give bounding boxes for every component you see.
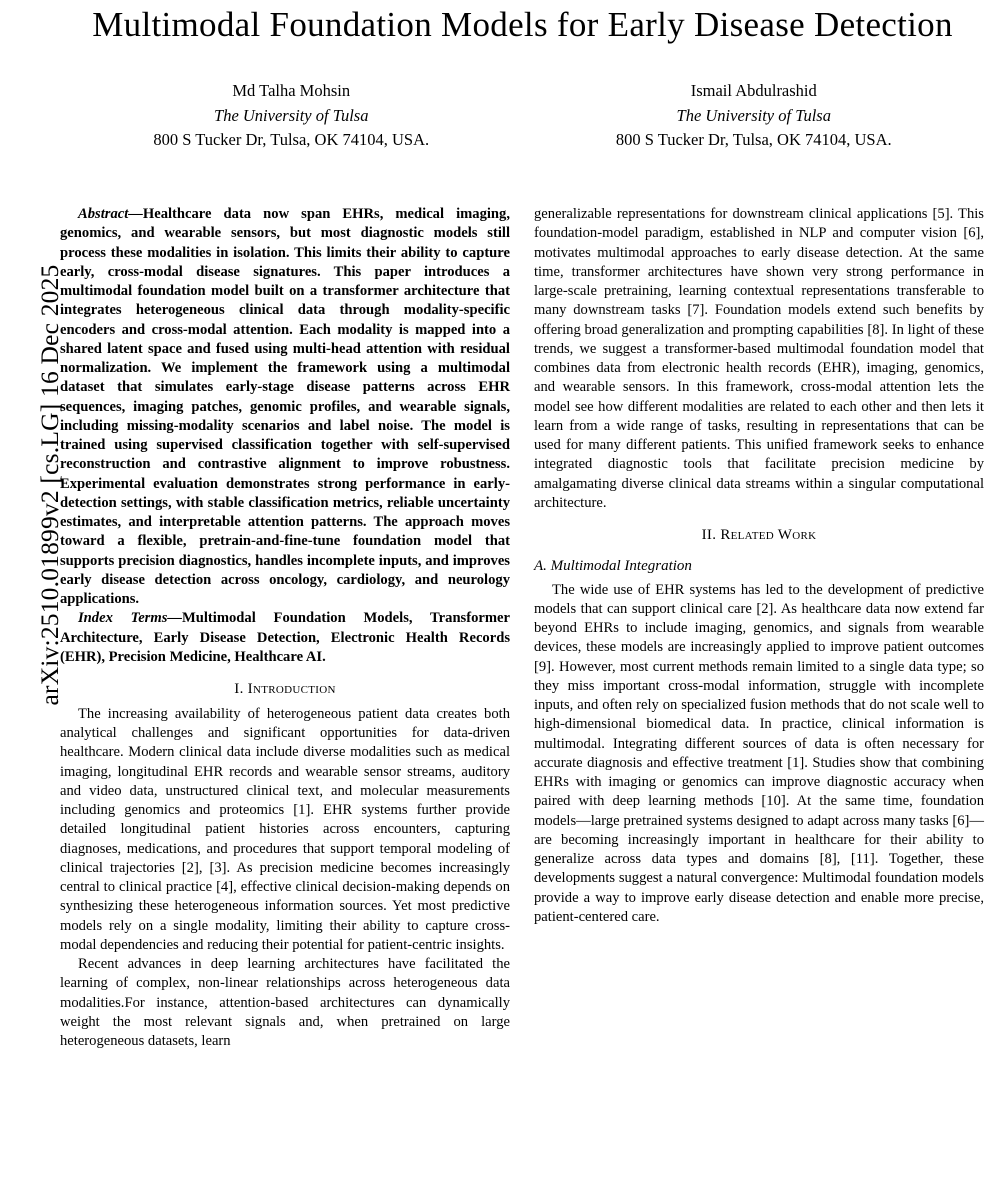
page-title: Multimodal Foundation Models for Early Disease Detection [92, 5, 953, 44]
index-terms-text: Multimodal Foundation Models, Transformer Architecture, Early Disease Detection, Electronic Health Records (EHR), Precision Medicine, Healthcare AI. [60, 610, 510, 665]
related-work-paragraph-1: The wide use of EHR systems has led to the development of predictive models that can support clinical care [2]. As healthcare data now extend far beyond EHRs to include imaging, genomics, and signals from wearable devices, these models are increasingly applied to improve patient outcomes [9]. However, most current methods remain limited to a single data type; so they miss important cross-modal information, struggle with incomplete inputs, and often rely on specialized fusion methods that do not scale well to high-dimensional biomedical data. In practice, clinical information is multimodal. Integrating different sources of data is often necessary for accurate diagnosis and effective treatment [1]. Studies show that combining EHRs with imaging or genomics can improve diagnostic accuracy when paired with deep learning methods [10]. At the same time, foundation models—large pretrained systems designed to adapt across many tasks [6]—are becoming increasingly important in healthcare for their ability to generalize across data types and domains [8], [11]. Together, these developments suggest a natural convergence: Multimodal foundation models provide a way to improve early disease detection and enable more precise, patient-centered care. [534, 581, 984, 925]
intro-paragraph-1: The increasing availability of heterogeneous patient data creates both analytical challenges and significant opportunities for data-driven healthcare. Modern clinical data include diverse modalities such as medical imaging, longitudinal EHR records and wearable sensor streams, auditory and video data, unstructured clinical text, and molecular measurements including genomics and proteomics [1]. EHR systems further provide detailed longitudinal patient histories across encounters, capturing diagnoses, medications, and procedures that support temporal modeling of clinical trajectories [2], [3]. As precision medicine becomes increasingly central to clinical practice [4], effective clinical decision-making depends on synthesizing these heterogeneous information sources. Yet most predictive models rely on a single modality, limiting their ability to capture cross-modal dependencies and reducing their potential for patient-centric insights. [60, 705, 510, 953]
author-1 [60, 79, 523, 153]
paper-content [60, 0, 985, 1200]
abstract-paragraph [60, 205, 510, 609]
author-block [60, 79, 985, 153]
subsection-heading-multimodal-integration: A. Multimodal Integration [534, 557, 692, 574]
author-2-affiliation: The University of Tulsa [676, 105, 831, 125]
index-terms-paragraph [60, 609, 510, 667]
right-column [534, 205, 984, 1051]
author-2-address: 800 S Tucker Dr, Tulsa, OK 74104, USA. [615, 130, 892, 150]
left-column [60, 205, 510, 1051]
two-column-body [60, 205, 985, 1051]
author-1-name: Md Talha Mohsin [232, 80, 351, 100]
section-heading-introduction: I. Introduction [234, 681, 336, 697]
section-heading-related-work: II. Related Work [701, 527, 817, 543]
author-2-name: Ismail Abdulrashid [690, 80, 817, 100]
intro-paragraph-2: Recent advances in deep learning architectures have facilitated the learning of complex, non-linear relationships across heterogeneous data modalities.For instance, attention-based architectures can dynamically weight the most relevant signals and, when pretrained on large heterogeneous datasets, learn [60, 956, 510, 1050]
index-terms-label: Index Terms— [78, 610, 182, 627]
author-2 [523, 79, 985, 153]
abstract-text: Healthcare data now span EHRs, medical imaging, genomics, and wearable sensors, but most diagnostic models still process these modalities in isolation. This limits their ability to capture early, cross-modal disease signatures. This paper introduces a multimodal foundation model built on a transformer architecture that integrates heterogeneous clinical data through modality-specific encoders and cross-modal attention. Each modality is mapped into a shared latent space and fused using multi-head attention with residual normalization. We implement the framework using a multimodal dataset that simulates early-stage disease patterns across EHR sequences, imaging patches, genomic profiles, and wearable signals, including missing-modality scenarios and label noise. The model is trained using supervised classification together with self-supervised reconstruction and contrastive alignment to improve robustness. Experimental evaluation demonstrates strong performance in early-detection settings, with stable classification metrics, reliable uncertainty estimates, and interpretable attention patterns. The approach moves toward a flexible, pretrain-and-fine-tune foundation model that supports precision diagnostics, handles incomplete inputs, and improves early disease detection across oncology, cardiology, and neurology applications. [60, 206, 510, 607]
abstract-label: Abstract— [78, 206, 143, 222]
intro-paragraph-3-continued: generalizable representations for downstream clinical applications [5]. This foundation-model paradigm, established in NLP and computer vision [6], motivates multimodal approaches to early disease detection. At the same time, transformer architectures have shown very strong performance in large-scale pretraining, learning contextual representations transferable to many downstream tasks [7]. Foundation models extend such benefits by offering broad generalization and prompting capabilities [8]. In light of these trends, we suggest a transformer-based multimodal foundation model that combines data from electronic health records (EHR), imaging, genomics, and wearable sensors. In this framework, cross-modal attention lets the model see how different modalities are related to each other and then lets it learn from a wide range of tasks, resulting in representations that can be used for many different patients. This unified framework seeks to enhance integrated diagnostic tools that facilitate precision medicine by amalgamating diverse clinical data streams within a singular computational architecture. [534, 206, 984, 511]
arxiv-stamp: arXiv:2510.01899v2 [cs.LG] 16 Dec 2025 [35, 264, 64, 706]
author-1-affiliation: The University of Tulsa [214, 105, 369, 125]
author-1-address: 800 S Tucker Dr, Tulsa, OK 74104, USA. [153, 130, 430, 150]
